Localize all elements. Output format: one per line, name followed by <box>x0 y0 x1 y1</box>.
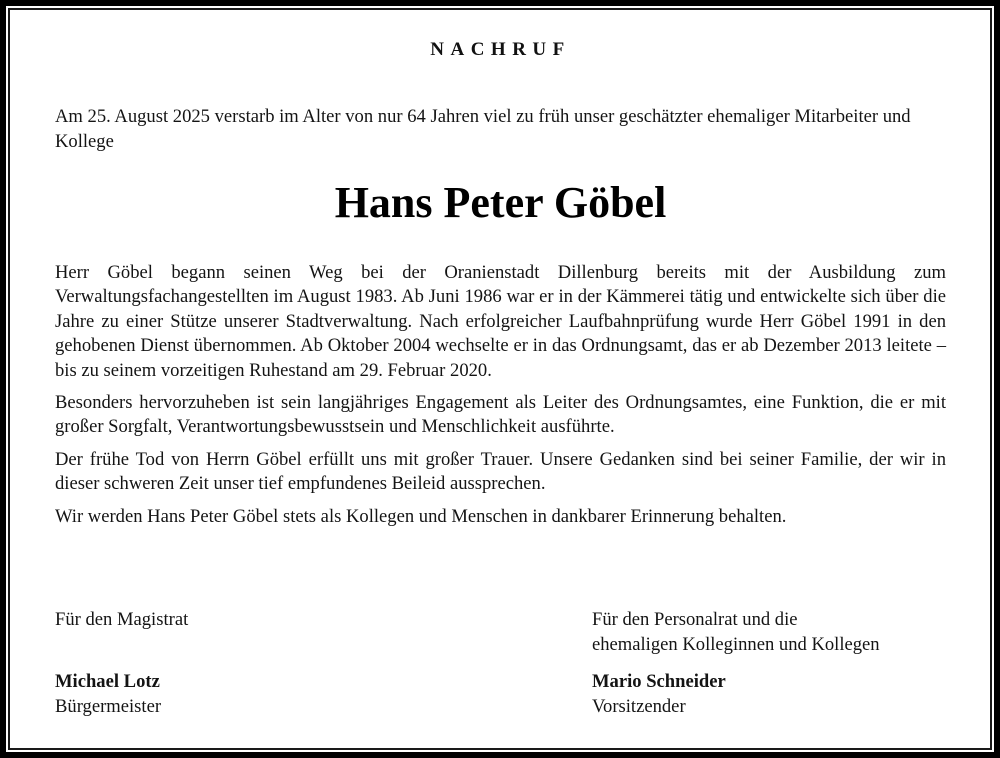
signature-name: Michael Lotz <box>55 671 160 692</box>
signature-org-line: ehemaligen Kolleginnen und Kollegen <box>592 634 880 655</box>
signature-role: Vorsitzender <box>592 696 686 717</box>
signature-personalrat <box>592 607 952 719</box>
signature-org-line: Für den Magistrat <box>55 609 189 630</box>
paragraph-engagement: Besonders hervorzuheben ist sein langjähriges Engagement als Leiter des Ordnungsamtes, eine Funktion, die er mit großer Sorgfalt, Verantwortungsbewusstsein und Menschlichkeit ausführte. <box>55 392 946 438</box>
obituary-body <box>55 261 946 537</box>
signature-org <box>55 607 455 665</box>
signature-role: Bürgermeister <box>55 696 162 717</box>
deceased-name: Hans Peter Göbel <box>334 178 667 227</box>
paragraph-condolences: Der frühe Tod von Herrn Göbel erfüllt uns mit großer Trauer. Unsere Gedanken sind bei seiner Familie, der wir in dieser schweren Zeit unser tief empfundenes Beileid aussprechen. <box>55 448 946 495</box>
signature-org <box>592 607 952 665</box>
signature-org-line: Für den Personalrat und die <box>592 609 798 630</box>
intro-text: Am 25. August 2025 verstarb im Alter von nur 64 Jahren viel zu früh unser geschätzter ehemaliger Mitarbeiter und Kollege <box>55 106 911 152</box>
paragraph-remembrance: Wir werden Hans Peter Göbel stets als Kollegen und Menschen in dankbarer Erinnerung behalten. <box>55 505 787 527</box>
paragraph-career: Herr Göbel begann seinen Weg bei der Oranienstadt Dillenburg bereits mit der Ausbildung zum Verwaltungsfachangestellten im August 1983. Ab Juni 1986 war er in der Kämmerei tätig und entwickelte sich über die Jahre zu einer Stütze unserer Stadtverwaltung. Nach erfolgreicher Laufbahnprüfung wurde Herr Göbel 1991 in den gehobenen Dienst übernommen. Ab Oktober 2004 wechselte er in das Ordnungsamt, das er ab Dezember 2013 leitete – bis zu seinem vorzeitigen Ruhestand am 29. Februar 2020. <box>55 262 946 381</box>
notice-heading: NACHRUF <box>430 39 571 60</box>
signature-name: Mario Schneider <box>592 671 726 692</box>
signature-magistrat <box>55 607 455 719</box>
